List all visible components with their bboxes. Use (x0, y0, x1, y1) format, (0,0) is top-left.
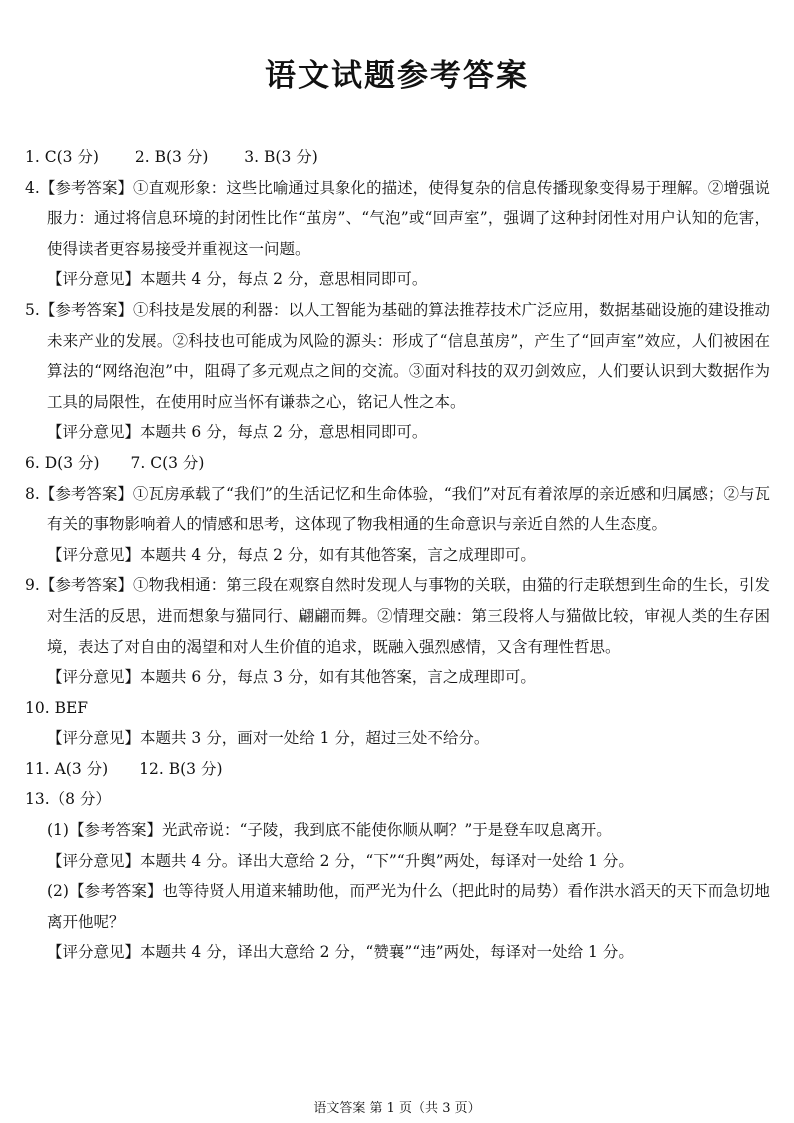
scoring-q13-2: 【评分意见】本题共 4 分，译出大意给 2 分，“赞襄”“违”两处，每译对一处给 1 分。 (47, 943, 634, 962)
scoring-q10: 【评分意见】本题共 3 分，画对一处给 1 分，超过三处不给分。 (47, 729, 490, 748)
scoring-q9: 【评分意见】本题共 6 分，每点 3 分，如有其他答案，言之成理即可。 (47, 668, 536, 687)
answer-q6-7: 6. D(3 分) 7. C(3 分) (25, 453, 205, 472)
answer-q8: 8.【参考答案】①瓦房承载了“我们”的生活记忆和生命体验，“我们”对瓦有着浓厚的亲近感和归属感；②与瓦有关的事物影响着人的情感和思考，这体现了物我相通的生命意识与亲近自然的人生态度。 (25, 484, 770, 534)
answer-q1-3: 1. C(3 分) 2. B(3 分) 3. B(3 分) (25, 148, 318, 166)
answer-q10: 10. BEF (25, 698, 89, 717)
scoring-q13-1: 【评分意见】本题共 4 分。译出大意给 2 分，“下”“升舆”两处，每译对一处给 1 分。 (47, 851, 634, 870)
answer-q5: 5.【参考答案】①科技是发展的利器：以人工智能为基础的算法推荐技术广泛应用，数据基础设施的建设推动未来产业的发展。②科技也可能成为风险的源头：形成了“信息茧房”，产生了“回声室”效应，人们被困在算法的“网络泡泡”中，阻碍了多元观点之间的交流。③面对科技的双刃剑效应，人们要认识到大数据作为工具的局限性，在使用时应当怀有谦恭之心，铭记人性之本。 (25, 300, 770, 411)
answer-q13-header: 13.（8 分） (25, 790, 111, 809)
page-footer: 语文答案 第 1 页（共 3 页） (313, 1101, 481, 1116)
page-title: 语文试题参考答案 (265, 58, 529, 94)
answer-q4: 4.【参考答案】①直观形象：这些比喻通过具象化的描述，使得复杂的信息传播现象变得易于理解。②增强说服力：通过将信息环境的封闭性比作“茧房”、“气泡”或“回声室”，强调了这种封闭性对用户认知的危害，使得读者更容易接受并重视这一问题。 (25, 178, 770, 258)
answer-q13-2: (2)【参考答案】也等待贤人用道来辅助他，而严光为什么（把此时的局势）看作洪水滔天的天下而急切地离开他呢？ (47, 882, 770, 931)
answer-content (25, 142, 770, 968)
scoring-q5: 【评分意见】本题共 6 分，每点 2 分，意思相同即可。 (47, 423, 428, 442)
answer-q13-1: (1)【参考答案】光武帝说：“子陵，我到底不能使你顺从啊？”于是登车叹息离开。 (47, 821, 612, 840)
answer-q11-12: 11. A(3 分) 12. B(3 分) (25, 759, 223, 778)
scoring-q4: 【评分意见】本题共 4 分，每点 2 分，意思相同即可。 (47, 270, 428, 289)
scoring-q8: 【评分意见】本题共 4 分，每点 2 分，如有其他答案，言之成理即可。 (47, 545, 536, 564)
answer-q9: 9.【参考答案】①物我相通：第三段在观察自然时发现人与事物的关联，由猫的行走联想到生命的生长，引发对生活的反思，进而想象与猫同行、翩翩而舞。②情理交融：第三段将人与猫做比较，审视人类的生存困境，表达了对自由的渴望和对人生价值的追求，既融入强烈感情，又含有理性哲思。 (25, 576, 770, 656)
